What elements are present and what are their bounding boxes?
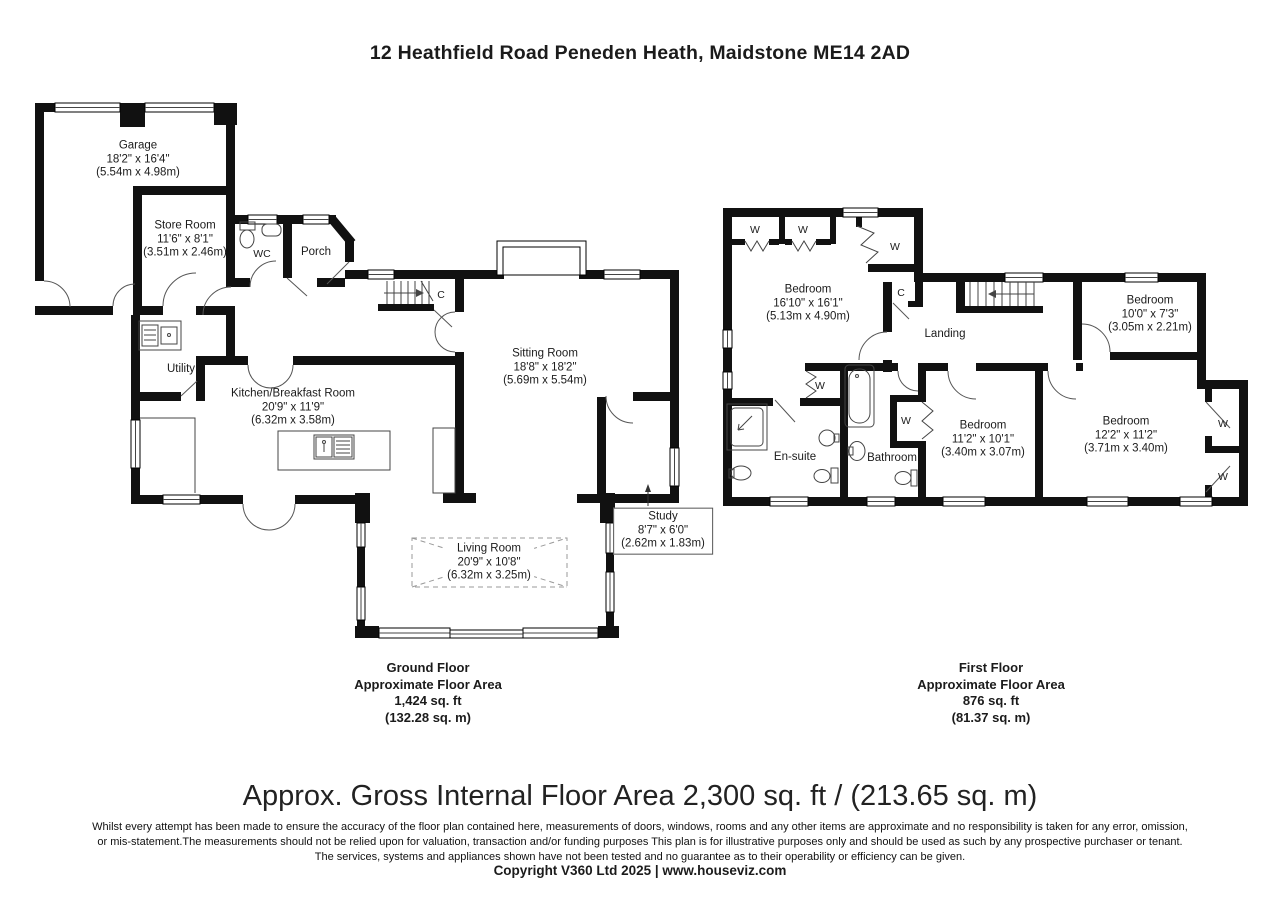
room-label-store-room: Store Room 11'6" x 8'1" (3.51m x 2.46m) bbox=[143, 219, 227, 259]
room-label-ensuite: En-suite bbox=[773, 451, 817, 464]
room-label-bedroom-3: Bedroom 12'2" x 11'2" (3.71m x 3.40m) bbox=[1084, 415, 1168, 455]
room-label-garage: Garage 18'2" x 16'4" (5.54m x 4.98m) bbox=[96, 139, 180, 179]
room-label-living-room: Living Room 20'9" x 10'8" (6.32m x 3.25m) bbox=[444, 543, 534, 584]
wardrobe-label-4: W bbox=[815, 379, 825, 392]
wardrobe-label-6: W bbox=[1218, 417, 1228, 430]
room-label-porch: Porch bbox=[300, 246, 332, 259]
room-label-bathroom: Bathroom bbox=[867, 452, 917, 465]
room-label-bedroom-2: Bedroom 10'0" x 7'3" (3.05m x 2.21m) bbox=[1108, 294, 1192, 334]
wardrobe-bifold-doors bbox=[745, 223, 933, 439]
bay-window bbox=[497, 241, 586, 275]
porch-angled-wall bbox=[332, 219, 352, 243]
room-label-study: Study 8'7" x 6'0" (2.62m x 1.83m) bbox=[613, 508, 713, 555]
page-title: 12 Heathfield Road Peneden Heath, Maidstone ME14 2AD bbox=[369, 42, 911, 64]
wardrobe-label-1: W bbox=[750, 223, 760, 236]
first-floor-stairs bbox=[970, 282, 1034, 306]
disclaimer-line-2: or mis-statement.The measurements should not be relied upon for valuation, transaction and/or funding purposes This plan is for illustrative purposes only and should be used as such by any prospective purchaser or tenant. bbox=[97, 836, 1183, 848]
room-label-landing: Landing bbox=[924, 328, 966, 341]
ground-floor-area-summary: Ground Floor Approximate Floor Area 1,424 sq. ft (132.28 sq. m) bbox=[354, 660, 502, 725]
disclaimer-line-3: The services, systems and appliances shown have not been tested and no guarantee as to their operability or efficiency can be given. bbox=[314, 851, 966, 863]
room-label-kitchen: Kitchen/Breakfast Room 20'9" x 11'9" (6.32m x 3.58m) bbox=[230, 387, 356, 427]
room-label-closet-ff: C bbox=[897, 286, 905, 299]
stairs-up-arrow bbox=[416, 289, 424, 297]
room-label-closet-gf: C bbox=[437, 288, 445, 301]
room-label-sitting-room: Sitting Room 18'8" x 18'2" (5.69m x 5.54m) bbox=[503, 347, 587, 387]
copyright-line: Copyright V360 Ltd 2025 | www.houseviz.com bbox=[493, 863, 787, 878]
room-label-bedroom-1: Bedroom 16'10" x 16'1" (5.13m x 4.90m) bbox=[766, 283, 850, 323]
first-floor-area-summary: First Floor Approximate Floor Area 876 sq. ft (81.37 sq. m) bbox=[917, 660, 1065, 725]
wardrobe-label-2: W bbox=[798, 223, 808, 236]
room-label-wc: WC bbox=[253, 247, 271, 260]
ground-floor-stairs bbox=[384, 281, 433, 304]
disclaimer-line-1: Whilst every attempt has been made to ensure the accuracy of the floor plan contained here, measurements of doors, windows, rooms and any other items are approximate and no responsibility is taken for any error, omission, bbox=[92, 821, 1188, 833]
room-label-bedroom-4: Bedroom 11'2" x 10'1" (3.40m x 3.07m) bbox=[941, 419, 1025, 459]
stairs-down-arrow bbox=[988, 290, 996, 298]
wardrobe-label-5: W bbox=[901, 414, 911, 427]
gross-internal-area: Approx. Gross Internal Floor Area 2,300 sq. ft / (213.65 sq. m) bbox=[242, 780, 1038, 812]
room-label-utility: Utility bbox=[166, 363, 196, 376]
wardrobe-label-7: W bbox=[1218, 470, 1228, 483]
wardrobe-label-3: W bbox=[890, 240, 900, 253]
